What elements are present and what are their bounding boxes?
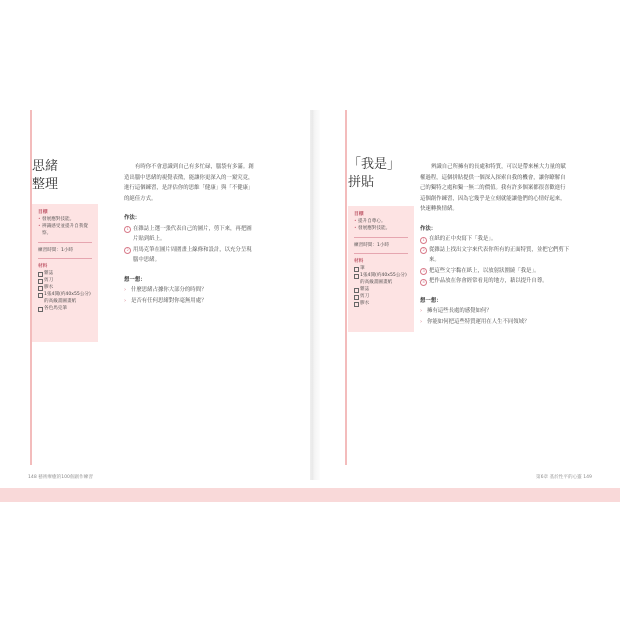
left-step (124, 245, 254, 266)
right-materials-heading: 材料 (354, 253, 408, 265)
left-material-item: 1張4開(約40x55公分)的高級畫圖畫紙 (38, 291, 92, 305)
right-main-text (420, 162, 570, 327)
right-think-heading: 想一想： (420, 297, 442, 304)
right-page-footer: 第6章 基於性平的心靈 149 (536, 475, 592, 480)
left-main-text (124, 162, 254, 306)
right-material-item: 膠水 (354, 300, 408, 307)
left-step-text: 在雜誌上選一張代表自己的圖片，剪下來，再把圖片貼到紙上。 (133, 225, 252, 242)
right-info-box (348, 206, 414, 332)
left-intro-paragraph: 有時你不會意識到自己有多忙碌，腦袋有多滿。創造出腦中思緒的視覺表徵，能讓你更深入的一窺究竟，進行這個練習，是評估你的思維「健康」與「不健康」的絕佳方式。 (124, 164, 254, 202)
left-step (124, 224, 254, 245)
left-question: › 是否有任何思緒對你毫無用處？ (124, 296, 254, 307)
right-goals-heading: 目標 (354, 212, 364, 217)
left-page-footer: 148 藝術療癒的100個創作練習 (28, 475, 93, 480)
right-step (420, 276, 570, 287)
step-number-icon: 3 (420, 268, 427, 275)
right-material-item: 雜誌 (354, 286, 408, 293)
left-think-heading: 想一想： (124, 276, 146, 283)
left-goal-item: • 辨識感受並提升自我覺察。 (38, 223, 92, 237)
left-material-item: 膠水 (38, 284, 92, 291)
right-question: › 你能如何把這些特質運用在人生不同領域？ (420, 317, 570, 328)
left-title-line2: 整理 (32, 177, 59, 192)
right-method-heading: 作法： (420, 225, 437, 232)
left-method-heading: 作法： (124, 215, 141, 221)
step-number-icon: 4 (420, 279, 427, 286)
right-step-text: 把作品放在你會經常看見的地方，藉以提升自尊。 (429, 278, 548, 284)
left-info-box (32, 204, 98, 342)
bottom-pink-band (0, 488, 620, 502)
left-material-item: 雜誌 (38, 270, 92, 277)
right-step-text: 把這些文字黏在紙上，以放射狀圍繞「我是」。 (429, 267, 540, 274)
left-page-title (32, 158, 58, 194)
left-page (24, 110, 310, 480)
right-margin-bar (345, 110, 347, 465)
left-material-item: 各色馬克筆 (38, 305, 92, 312)
right-step (420, 266, 570, 277)
left-goals-heading: 目標 (38, 210, 48, 215)
right-material-item: 筆 (354, 265, 408, 272)
step-number-icon: 2 (420, 247, 427, 254)
right-step-text: 從雜誌上找出文字來代表你所有的正面特質，並把它們剪下來。 (429, 246, 570, 263)
step-number-icon: 1 (124, 226, 131, 233)
left-materials-heading: 材料 (38, 258, 92, 270)
step-number-icon: 1 (420, 237, 427, 244)
right-title-line2: 拼貼 (348, 175, 375, 190)
right-page-title (348, 156, 400, 192)
right-question: › 擁有這些長處的感覺如何？ (420, 306, 570, 317)
right-step (420, 245, 570, 266)
left-material-item: 剪刀 (38, 277, 92, 284)
left-question: › 什麼思緒占據你大部分的時間？ (124, 285, 254, 296)
right-practice-time: 練習時間：1小時 (354, 237, 408, 249)
right-step (420, 234, 570, 245)
left-goal-item: • 發展應對技能。 (38, 216, 92, 223)
left-title-line1: 思緒 (32, 159, 59, 174)
step-number-icon: 2 (124, 247, 131, 254)
right-material-item: 剪刀 (354, 293, 408, 300)
left-step-text: 用馬克筆在圖片周圍畫上線條和設計，以充分呈現腦中思緒。 (133, 246, 252, 263)
right-page (320, 110, 606, 480)
right-step-text: 在紙的正中央寫下「我是」。 (429, 236, 497, 242)
right-intro-paragraph: 辨識自己所擁有的長處和特質，可以是帶來極大力量的賦權過程，這個拼貼提供一個深入探索自我的機會，讓你瞭解自己的獨特之處和獨一無二的價值。我有許多個案都很喜歡進行這個創作練習，因為它幾乎是立刻就能讓他們的心情好起來，快速轉換情緒。 (420, 164, 566, 212)
right-goal-item: • 提升自尊心。 (354, 218, 408, 225)
left-practice-time: 練習時間：1小時 (38, 242, 92, 254)
right-goal-item: • 發展應對技能。 (354, 225, 408, 232)
right-title-line1: 「我是」 (348, 157, 401, 172)
right-material-item: 1張4開(約40x55公分)的高級畫圖畫紙 (354, 272, 408, 286)
